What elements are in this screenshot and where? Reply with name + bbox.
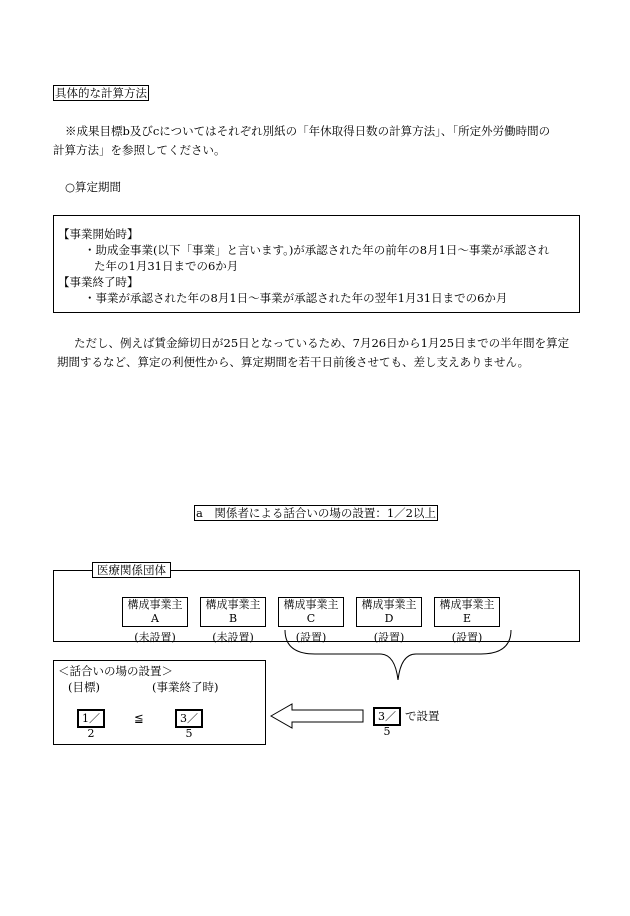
result-suffix: で設置 [405,709,440,723]
member-b [200,597,266,645]
period-heading: ○算定期間 [65,180,122,194]
member-a-name: 構成事業主A [122,597,188,627]
brace-icon [280,628,516,684]
section-a-title: a 関係者による話合いの場の設置：1／2以上 [196,506,436,520]
note-paragraph [57,334,597,372]
member-d-status: (設置) [373,631,405,644]
member-e-name: 構成事業主E [434,597,500,627]
member-a [122,597,188,645]
member-c-name: 構成事業主C [278,597,344,627]
member-e-status: (設置) [451,631,483,644]
member-a-status: (未設置) [134,631,176,644]
member-b-status: (未設置) [212,631,254,644]
member-d-name: 構成事業主D [356,597,422,627]
section-heading: 具体的な計算方法 [55,86,147,100]
period-box [53,215,580,313]
member-b-name: 構成事業主B [200,597,266,627]
result-value: 3／5 [373,707,401,726]
member-c-status: (設置) [295,631,327,644]
left-arrow-icon [268,702,366,730]
intro-paragraph [53,122,593,160]
summary-box [53,660,266,745]
target-label: (目標) [68,680,100,694]
start-line-2: た年の1月31日までの6か月 [94,259,239,273]
summary-title: ＜話合いの場の設置＞ [58,664,173,678]
note-line-2: 期間するなど、算定の利便性から、算定期間を若干日前後させても、差し支えありません。 [57,355,530,369]
end-line: ・事業が承認された年の8月1日～事業が承認された年の翌年1月31日までの6か月 [84,291,508,305]
end-time-label: (事業終了時) [152,680,219,694]
end-label: 【事業終了時】 [58,275,139,289]
group-label: 医療関係団体 [92,562,171,578]
start-line-1: ・助成金事業(以下「事業」と言います。)が承認された年の前年の8月1日～事業が承認され [84,243,550,257]
note-line-1: ただし、例えば賃金締切日が25日となっているため、7月26日から1月25日までの半年間を算定 [74,336,570,350]
end-value: 3／5 [175,709,203,728]
start-label: 【事業開始時】 [58,227,139,241]
target-value: 1／2 [77,709,105,728]
relation-symbol: ≦ [134,711,144,725]
intro-line-2: 計算方法」を参照してください。 [53,143,226,157]
intro-line-1: ※成果目標b及びcについてはそれぞれ別紙の「年休取得日数の計算方法」、「所定外労働時間の [65,124,551,138]
